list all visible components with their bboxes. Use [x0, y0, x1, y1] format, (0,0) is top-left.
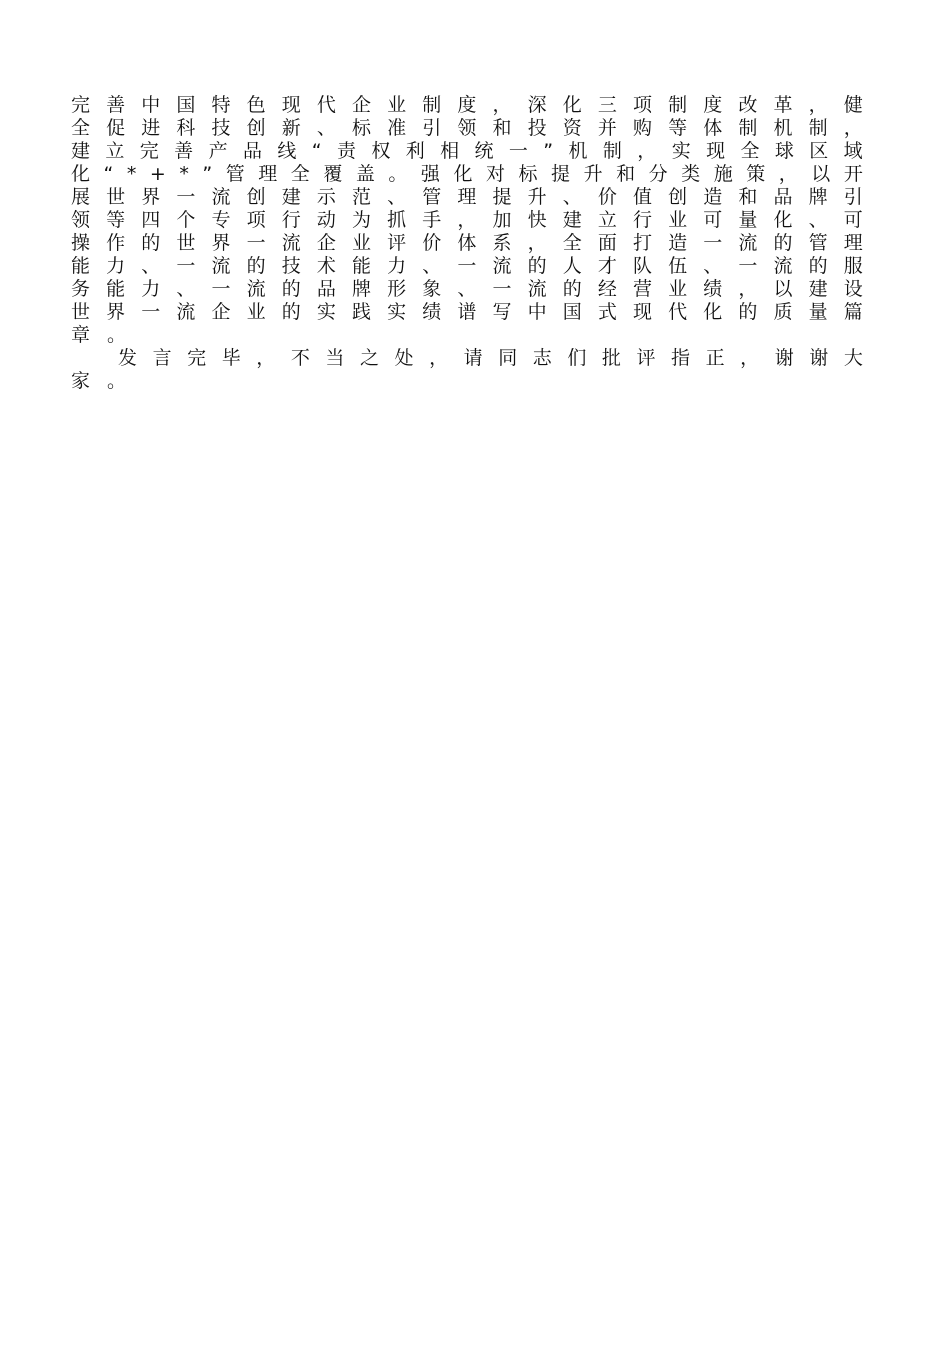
text-char: 力: [106, 255, 126, 277]
text-char: 造: [668, 232, 688, 254]
text-char: 体: [457, 232, 477, 254]
text-char: 和: [616, 163, 636, 185]
text-char: 代: [668, 301, 688, 323]
text-char: 正: [705, 347, 725, 369]
text-line: [71, 232, 863, 255]
text-char: 造: [703, 186, 723, 208]
text-line: [71, 370, 863, 393]
text-char: 业: [352, 232, 372, 254]
text-char: 品: [242, 140, 262, 162]
text-char: 建: [562, 209, 582, 231]
text-char: 手: [422, 209, 442, 231]
text-char: 品: [773, 186, 793, 208]
text-char: 一: [246, 232, 266, 254]
text-char: 责: [336, 140, 356, 162]
text-char: 一: [703, 232, 723, 254]
text-char: 才: [597, 255, 617, 277]
text-char: ，: [843, 117, 863, 139]
text-char: 升: [527, 186, 547, 208]
text-char: 制: [738, 117, 758, 139]
text-char: 流: [492, 255, 512, 277]
text-line: [71, 94, 863, 117]
text-char: 、: [562, 186, 582, 208]
text-char: 行: [633, 209, 653, 231]
text-char: 大: [843, 347, 863, 369]
text-char: 制: [668, 94, 688, 116]
text-char: 打: [633, 232, 653, 254]
text-char: 投: [527, 117, 547, 139]
text-char: 标: [518, 163, 538, 185]
text-char: 、: [457, 278, 477, 300]
text-char: 科: [176, 117, 196, 139]
text-char: 的: [281, 301, 301, 323]
text-char: 流: [176, 301, 196, 323]
text-char: ，: [740, 347, 760, 369]
text-char: 们: [567, 347, 587, 369]
text-char: 展: [71, 186, 91, 208]
text-char: 服: [843, 255, 863, 277]
text-char: 现: [706, 140, 726, 162]
text-char: 流: [738, 232, 758, 254]
text-char: 企: [211, 301, 231, 323]
text-char: 对: [485, 163, 505, 185]
text-char: 实: [671, 140, 691, 162]
text-char: 批: [601, 347, 621, 369]
text-char: 开: [843, 163, 863, 185]
text-char: 、: [176, 278, 196, 300]
text-char: 实: [316, 301, 336, 323]
text-char: 章: [71, 324, 91, 346]
text-char: 产: [208, 140, 228, 162]
text-char: 制: [808, 117, 828, 139]
text-char: 三: [597, 94, 617, 116]
text-char: 谢: [774, 347, 794, 369]
text-char: 价: [422, 232, 442, 254]
text-char: 价: [597, 186, 617, 208]
text-char: 质: [773, 301, 793, 323]
text-char: 个: [176, 209, 196, 231]
text-char: 毕: [221, 347, 241, 369]
text-char: ”: [202, 163, 213, 185]
text-char: 流: [773, 255, 793, 277]
text-char: 务: [71, 278, 91, 300]
text-char: 当: [325, 347, 345, 369]
text-char: 指: [671, 347, 691, 369]
text-char: 业: [387, 94, 407, 116]
text-char: 创: [668, 186, 688, 208]
text-char: 等: [106, 209, 126, 231]
text-char: 象: [422, 278, 442, 300]
text-char: 善: [174, 140, 194, 162]
text-char: 施: [713, 163, 733, 185]
text-line: [71, 347, 863, 370]
text-char: 范: [352, 186, 372, 208]
text-char: 理: [457, 186, 477, 208]
text-char: 行: [281, 209, 301, 231]
text-char: 力: [387, 255, 407, 277]
text-char: 资: [562, 117, 582, 139]
text-char: 全: [562, 232, 582, 254]
text-char: 、: [387, 186, 407, 208]
text-char: 线: [277, 140, 297, 162]
text-line: [71, 301, 863, 324]
text-char: ，: [527, 232, 547, 254]
text-char: 完: [187, 347, 207, 369]
text-char: 的: [562, 278, 582, 300]
text-char: 立: [105, 140, 125, 162]
text-char: 一: [141, 301, 161, 323]
text-char: 绩: [703, 278, 723, 300]
text-char: 创: [246, 117, 266, 139]
text-char: *: [179, 163, 189, 185]
text-char: 覆: [323, 163, 343, 185]
text-char: 相: [440, 140, 460, 162]
text-char: 快: [527, 209, 547, 231]
text-char: 机: [773, 117, 793, 139]
text-char: 量: [738, 209, 758, 231]
text-char: 分: [648, 163, 668, 185]
text-char: 立: [597, 209, 617, 231]
text-char: 品: [316, 278, 336, 300]
text-char: 流: [211, 255, 231, 277]
text-char: ，: [808, 94, 828, 116]
text-char: 现: [633, 301, 653, 323]
text-char: 管: [225, 163, 245, 185]
text-char: 写: [492, 301, 512, 323]
text-char: 代: [316, 94, 336, 116]
text-char: 能: [106, 278, 126, 300]
text-char: 营: [633, 278, 653, 300]
text-char: 提: [492, 186, 512, 208]
text-char: 值: [633, 186, 653, 208]
text-char: 制: [602, 140, 622, 162]
text-char: 请: [463, 347, 483, 369]
text-char: 不: [290, 347, 310, 369]
text-char: 度: [703, 94, 723, 116]
text-char: 化: [562, 94, 582, 116]
text-char: 、: [316, 117, 336, 139]
text-char: 作: [106, 232, 126, 254]
text-char: 创: [246, 186, 266, 208]
text-char: 全: [740, 140, 760, 162]
text-char: 以: [773, 278, 793, 300]
text-char: 世: [71, 301, 91, 323]
text-char: 统: [474, 140, 494, 162]
text-char: 新: [281, 117, 301, 139]
text-char: 技: [211, 117, 231, 139]
text-char: 。: [388, 163, 408, 185]
text-char: 形: [387, 278, 407, 300]
text-char: 一: [492, 278, 512, 300]
text-char: 化: [71, 163, 91, 185]
text-char: 全: [290, 163, 310, 185]
text-char: 示: [316, 186, 336, 208]
text-char: *: [126, 163, 137, 185]
text-char: 经: [597, 278, 617, 300]
text-line: [71, 140, 863, 163]
paragraph-thanks: [71, 347, 863, 393]
text-char: 系: [492, 232, 512, 254]
text-char: 促: [106, 117, 126, 139]
text-char: 一: [508, 140, 528, 162]
text-char: 项: [246, 209, 266, 231]
text-char: 界: [141, 186, 161, 208]
text-char: 盖: [355, 163, 375, 185]
text-char: 志: [532, 347, 552, 369]
text-line: [71, 278, 863, 301]
text-char: 同: [498, 347, 518, 369]
text-char: ，: [637, 140, 657, 162]
text-char: 一: [457, 255, 477, 277]
text-char: 言: [152, 347, 172, 369]
text-char: 管: [422, 186, 442, 208]
text-char: 队: [633, 255, 653, 277]
text-char: 界: [106, 301, 126, 323]
text-char: 流: [246, 278, 266, 300]
text-char: 中: [527, 301, 547, 323]
text-char: ，: [429, 347, 449, 369]
text-char: “: [103, 163, 114, 185]
text-line: [71, 186, 863, 209]
text-char: 世: [176, 232, 196, 254]
text-char: 完: [139, 140, 159, 162]
text-char: 中: [141, 94, 161, 116]
text-char: 类: [681, 163, 701, 185]
text-char: 特: [211, 94, 231, 116]
text-char: 技: [281, 255, 301, 277]
text-char: 建: [808, 278, 828, 300]
text-char: 专: [211, 209, 231, 231]
text-char: ，: [778, 163, 798, 185]
text-char: 建: [281, 186, 301, 208]
text-char: 提: [551, 163, 571, 185]
text-char: 谱: [457, 301, 477, 323]
text-char: 项: [633, 94, 653, 116]
text-char: 策: [746, 163, 766, 185]
text-char: 绩: [422, 301, 442, 323]
text-char: +: [149, 163, 166, 185]
text-char: 业: [246, 301, 266, 323]
text-line: [71, 117, 863, 140]
text-char: 的: [527, 255, 547, 277]
text-char: 领: [457, 117, 477, 139]
text-char: 现: [281, 94, 301, 116]
text-char: 一: [738, 255, 758, 277]
text-char: 评: [636, 347, 656, 369]
text-char: 的: [773, 232, 793, 254]
text-char: 健: [843, 94, 863, 116]
text-char: 的: [808, 255, 828, 277]
text-char: 深: [527, 94, 547, 116]
text-char: 的: [281, 278, 301, 300]
text-char: 业: [668, 209, 688, 231]
text-char: 流: [527, 278, 547, 300]
text-char: 的: [246, 255, 266, 277]
text-char: 一: [211, 278, 231, 300]
text-char: 的: [141, 232, 161, 254]
text-char: 标: [352, 117, 372, 139]
text-char: ，: [738, 278, 758, 300]
text-char: 球: [774, 140, 794, 162]
text-char: 业: [668, 278, 688, 300]
text-char: 改: [738, 94, 758, 116]
text-char: 力: [141, 278, 161, 300]
text-char: ，: [457, 209, 477, 231]
text-char: 家: [71, 370, 91, 392]
text-char: 领: [71, 209, 91, 231]
text-char: ”: [543, 140, 554, 162]
text-char: 、: [141, 255, 161, 277]
text-char: 人: [562, 255, 582, 277]
text-char: 牌: [808, 186, 828, 208]
text-char: 完: [71, 94, 91, 116]
text-line: [71, 163, 863, 186]
text-char: 国: [562, 301, 582, 323]
text-char: 色: [246, 94, 266, 116]
text-char: 处: [394, 347, 414, 369]
text-char: 理: [843, 232, 863, 254]
text-char: 抓: [387, 209, 407, 231]
text-char: 动: [316, 209, 336, 231]
text-char: “: [311, 140, 322, 162]
text-char: 建: [71, 140, 91, 162]
text-char: 量: [808, 301, 828, 323]
text-char: 准: [387, 117, 407, 139]
text-char: 可: [843, 209, 863, 231]
text-char: ，: [492, 94, 512, 116]
text-char: 进: [141, 117, 161, 139]
text-char: 机: [568, 140, 588, 162]
text-char: 。: [107, 324, 127, 346]
text-char: 践: [352, 301, 372, 323]
text-char: 区: [809, 140, 829, 162]
text-char: 能: [352, 255, 372, 277]
text-line: [71, 255, 863, 278]
text-char: 。: [107, 370, 127, 392]
text-char: 强: [420, 163, 440, 185]
text-char: 和: [738, 186, 758, 208]
text-char: 全: [71, 117, 91, 139]
text-char: 、: [808, 209, 828, 231]
text-char: 之: [359, 347, 379, 369]
text-char: 管: [808, 232, 828, 254]
text-char: 术: [316, 255, 336, 277]
body-text: [71, 94, 863, 393]
text-char: 化: [703, 301, 723, 323]
text-char: ，: [256, 347, 276, 369]
text-char: 升: [583, 163, 603, 185]
text-char: 度: [457, 94, 477, 116]
text-char: 的: [738, 301, 758, 323]
text-char: 世: [106, 186, 126, 208]
text-char: 界: [211, 232, 231, 254]
text-char: 国: [176, 94, 196, 116]
text-char: 体: [703, 117, 723, 139]
text-char: 购: [633, 117, 653, 139]
text-char: 企: [316, 232, 336, 254]
text-char: 操: [71, 232, 91, 254]
text-char: 流: [281, 232, 301, 254]
text-char: 谢: [809, 347, 829, 369]
text-line: [71, 324, 863, 347]
text-char: 等: [668, 117, 688, 139]
text-char: 善: [106, 94, 126, 116]
text-char: 理: [258, 163, 278, 185]
text-char: 化: [773, 209, 793, 231]
text-char: 、: [422, 255, 442, 277]
text-char: 革: [773, 94, 793, 116]
text-char: 四: [141, 209, 161, 231]
text-char: 实: [387, 301, 407, 323]
text-char: 利: [405, 140, 425, 162]
text-char: 以: [811, 163, 831, 185]
text-char: 引: [422, 117, 442, 139]
text-char: 一: [176, 255, 196, 277]
text-char: 伍: [668, 255, 688, 277]
text-char: 一: [176, 186, 196, 208]
text-char: 发: [118, 347, 138, 369]
text-char: 面: [597, 232, 617, 254]
text-char: 流: [211, 186, 231, 208]
text-char: 制: [422, 94, 442, 116]
text-char: 可: [703, 209, 723, 231]
text-char: 设: [843, 278, 863, 300]
text-char: 引: [843, 186, 863, 208]
text-char: 能: [71, 255, 91, 277]
text-char: 和: [492, 117, 512, 139]
text-char: 牌: [352, 278, 372, 300]
text-char: 篇: [843, 301, 863, 323]
text-line: [71, 209, 863, 232]
text-char: 并: [597, 117, 617, 139]
text-char: 域: [843, 140, 863, 162]
text-char: 评: [387, 232, 407, 254]
paragraph-closing-remarks: [71, 94, 863, 347]
text-char: 化: [453, 163, 473, 185]
text-char: 权: [371, 140, 391, 162]
text-char: 、: [703, 255, 723, 277]
text-char: 加: [492, 209, 512, 231]
text-char: 为: [352, 209, 372, 231]
text-char: 式: [597, 301, 617, 323]
text-char: 企: [352, 94, 372, 116]
